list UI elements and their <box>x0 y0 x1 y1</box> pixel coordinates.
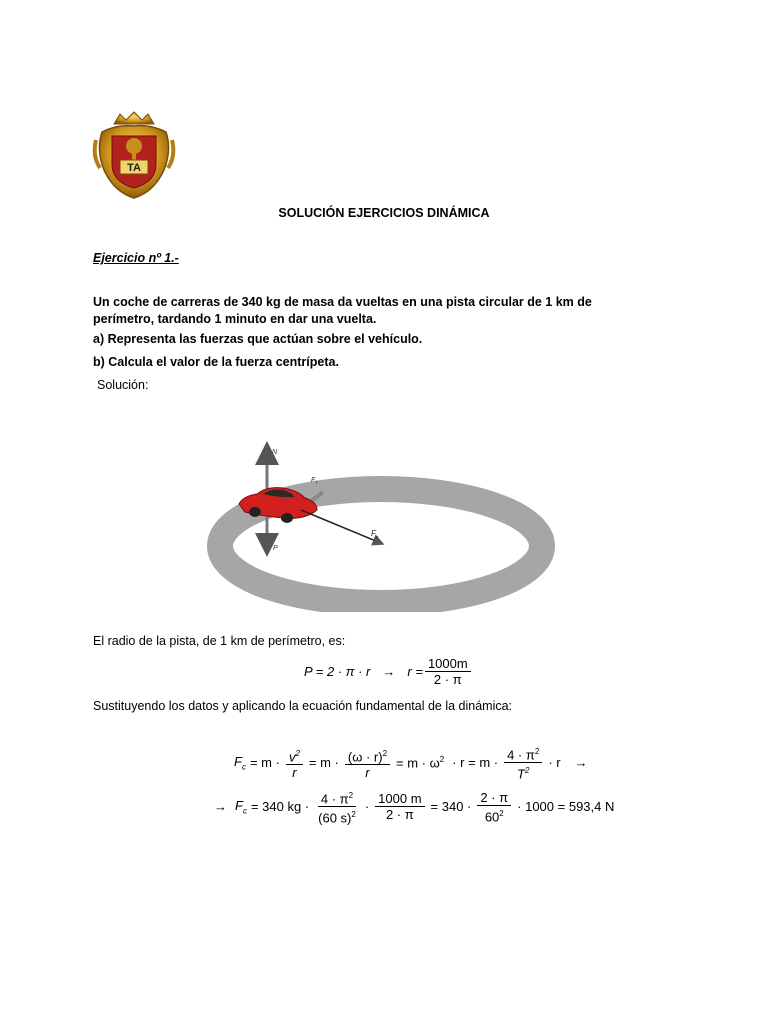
centripetal-force-arrow <box>301 510 383 544</box>
eq3-fc: $F_c$ <box>235 798 247 816</box>
eq3-mass: = 340 kg · <box>250 799 310 815</box>
eq2-fc: $F_c$ <box>234 754 246 772</box>
question-b: b) Calcula el valor de la fuerza centrípeta. <box>93 355 339 369</box>
crest-logo <box>92 110 176 200</box>
perimeter-equation <box>304 656 473 687</box>
centripetal-label-sub: c <box>376 535 379 541</box>
eq3-result: · 1000 = 593,4 N <box>517 799 615 815</box>
eq1-r-label: r = <box>407 664 423 679</box>
eq3-dot: · <box>364 799 370 815</box>
logo-letters: TA <box>127 162 141 174</box>
eq2-eq-m2: = m · <box>308 755 339 771</box>
eq3-frac-1: $\frac{4 \cdot \pi^2}{(60 s)^2}$ <box>315 788 359 826</box>
weight-label: P <box>273 545 278 552</box>
eq2-eq-m: = m · <box>249 755 280 771</box>
eq2-eq-r: · r = m · <box>452 755 499 771</box>
eq2-tail: · r <box>548 755 561 771</box>
eq1-num: 1000m <box>425 656 471 672</box>
problem-statement: Un coche de carreras de 340 kg de masa da vueltas en una pista circular de 1 km de perímetro, tardando 1 minuto en dar una vuelta. <box>93 295 592 326</box>
exercise-heading: Ejercicio nº 1.- <box>93 251 179 265</box>
question-a: a) Representa las fuerzas que actúan sobre el vehículo. <box>93 332 423 346</box>
friction-label: F <box>311 477 316 484</box>
eq2-eq-m3: = $m \cdot \omega^2$ <box>396 755 445 771</box>
radius-text: El radio de la pista, de 1 km de perímetro, es: <box>93 634 346 648</box>
eq2-frac-v: $\frac{v^2}{r}$ <box>286 746 303 780</box>
eq3-frac-3: $\frac{2 \cdot \pi}{60^2}$ <box>477 790 511 824</box>
document-title: SOLUCIÓN EJERCICIOS DINÁMICA <box>278 206 490 220</box>
substitution-text: Sustituyendo los datos y aplicando la ecuación fundamental de la dinámica: <box>93 699 513 713</box>
eq3-eq-340: = 340 · <box>430 799 472 815</box>
eq2-arrow: → <box>574 755 588 771</box>
eq1-fraction <box>425 656 471 687</box>
eq3-frac-2: $\frac{1000 m}{2 \cdot \pi}$ <box>375 791 424 822</box>
eq2-frac-period: $\frac{4 \cdot \pi^2}{T^2}$ <box>504 744 542 782</box>
eq1-arrow: → <box>382 664 396 679</box>
eq2-frac-omega: $\frac{(\omega \cdot r)^2}{r}$ <box>345 746 390 780</box>
eq1-den: 2 · π <box>433 672 462 687</box>
centripetal-force-equation <box>234 744 592 782</box>
normal-force-label: N <box>272 449 278 456</box>
numeric-result-equation <box>210 788 618 826</box>
forces-diagram <box>205 432 565 612</box>
eq1-lhs: P = 2 · π · r <box>304 664 371 679</box>
eq3-arrow: → <box>214 799 227 815</box>
solution-label: Solución: <box>97 378 149 392</box>
centripetal-label: F <box>371 529 376 538</box>
friction-label-sub: r <box>316 480 318 486</box>
